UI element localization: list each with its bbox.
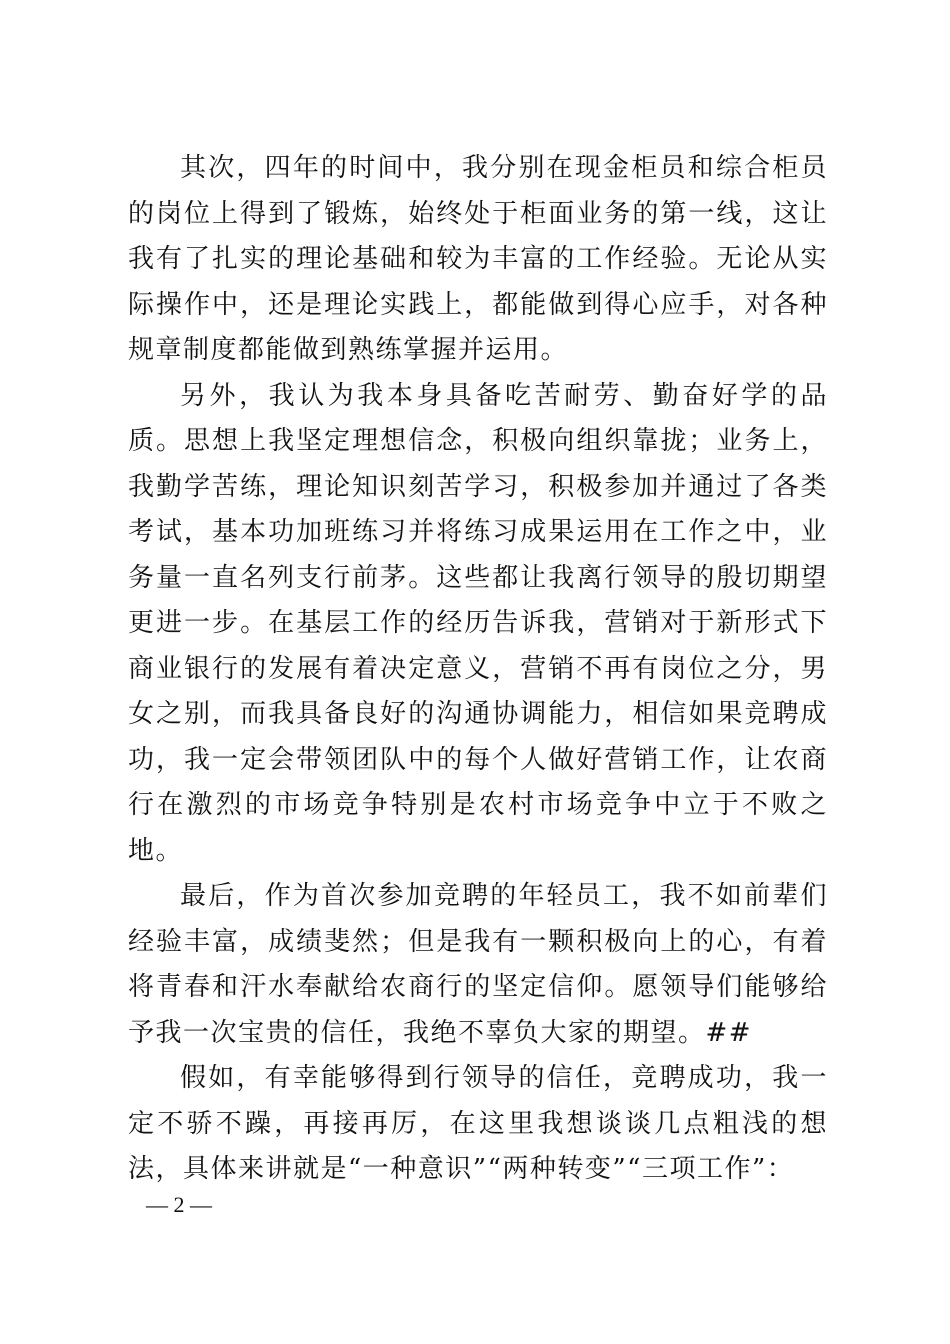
paragraph-experience: 其次，四年的时间中，我分别在现金柜员和综合柜员的岗位上得到了锻炼，始终处于柜面业务的第一线，这让我有了扎实的理论基础和较为丰富的工作经验。无论从实际操作中，还是理论实践上，都能做到得心应手，对各种规章制度都能做到熟练掌握并运用。 bbox=[128, 153, 828, 365]
document-body bbox=[128, 146, 828, 1193]
paragraph-plan-intro: 假如，有幸能够得到行领导的信任，竞聘成功，我一定不骄不躁，再接再厉，在这里我想谈谈几点粗浅的想法，具体来讲就是“一种意识”“两种转变”“三项工作”： bbox=[128, 1063, 828, 1184]
paragraph-qualities: 另外，我认为我本身具备吃苦耐劳、勤奋好学的品质。思想上我坚定理想信念，积极向组织靠拢；业务上，我勤学苦练，理论知识刻苦学习，积极参加并通过了各类考试，基本功加班练习并将练习成果运用在工作之中，业务量一直名列支行前茅。这些都让我离行领导的殷切期望更进一步。在基层工作的经历告诉我，营销对于新形式下商业银行的发展有着决定意义，营销不再有岗位之分，男女之别，而我具备良好的沟通协调能力，相信如果竞聘成功，我一定会带领团队中的每个人做好营销工作，让农商行在激烈的市场竞争特别是农村市场竞争中立于不败之地。 bbox=[128, 380, 828, 866]
paragraph-closing: 最后，作为首次参加竞聘的年轻员工，我不如前辈们经验丰富，成绩斐然；但是我有一颗积极向上的心，有着将青春和汗水奉献给农商行的坚定信仰。愿领导们能够给予我一次宝贵的信任，我绝不辜负大家的期望。## bbox=[128, 881, 828, 1048]
page-number: — 2 — bbox=[146, 1192, 212, 1217]
